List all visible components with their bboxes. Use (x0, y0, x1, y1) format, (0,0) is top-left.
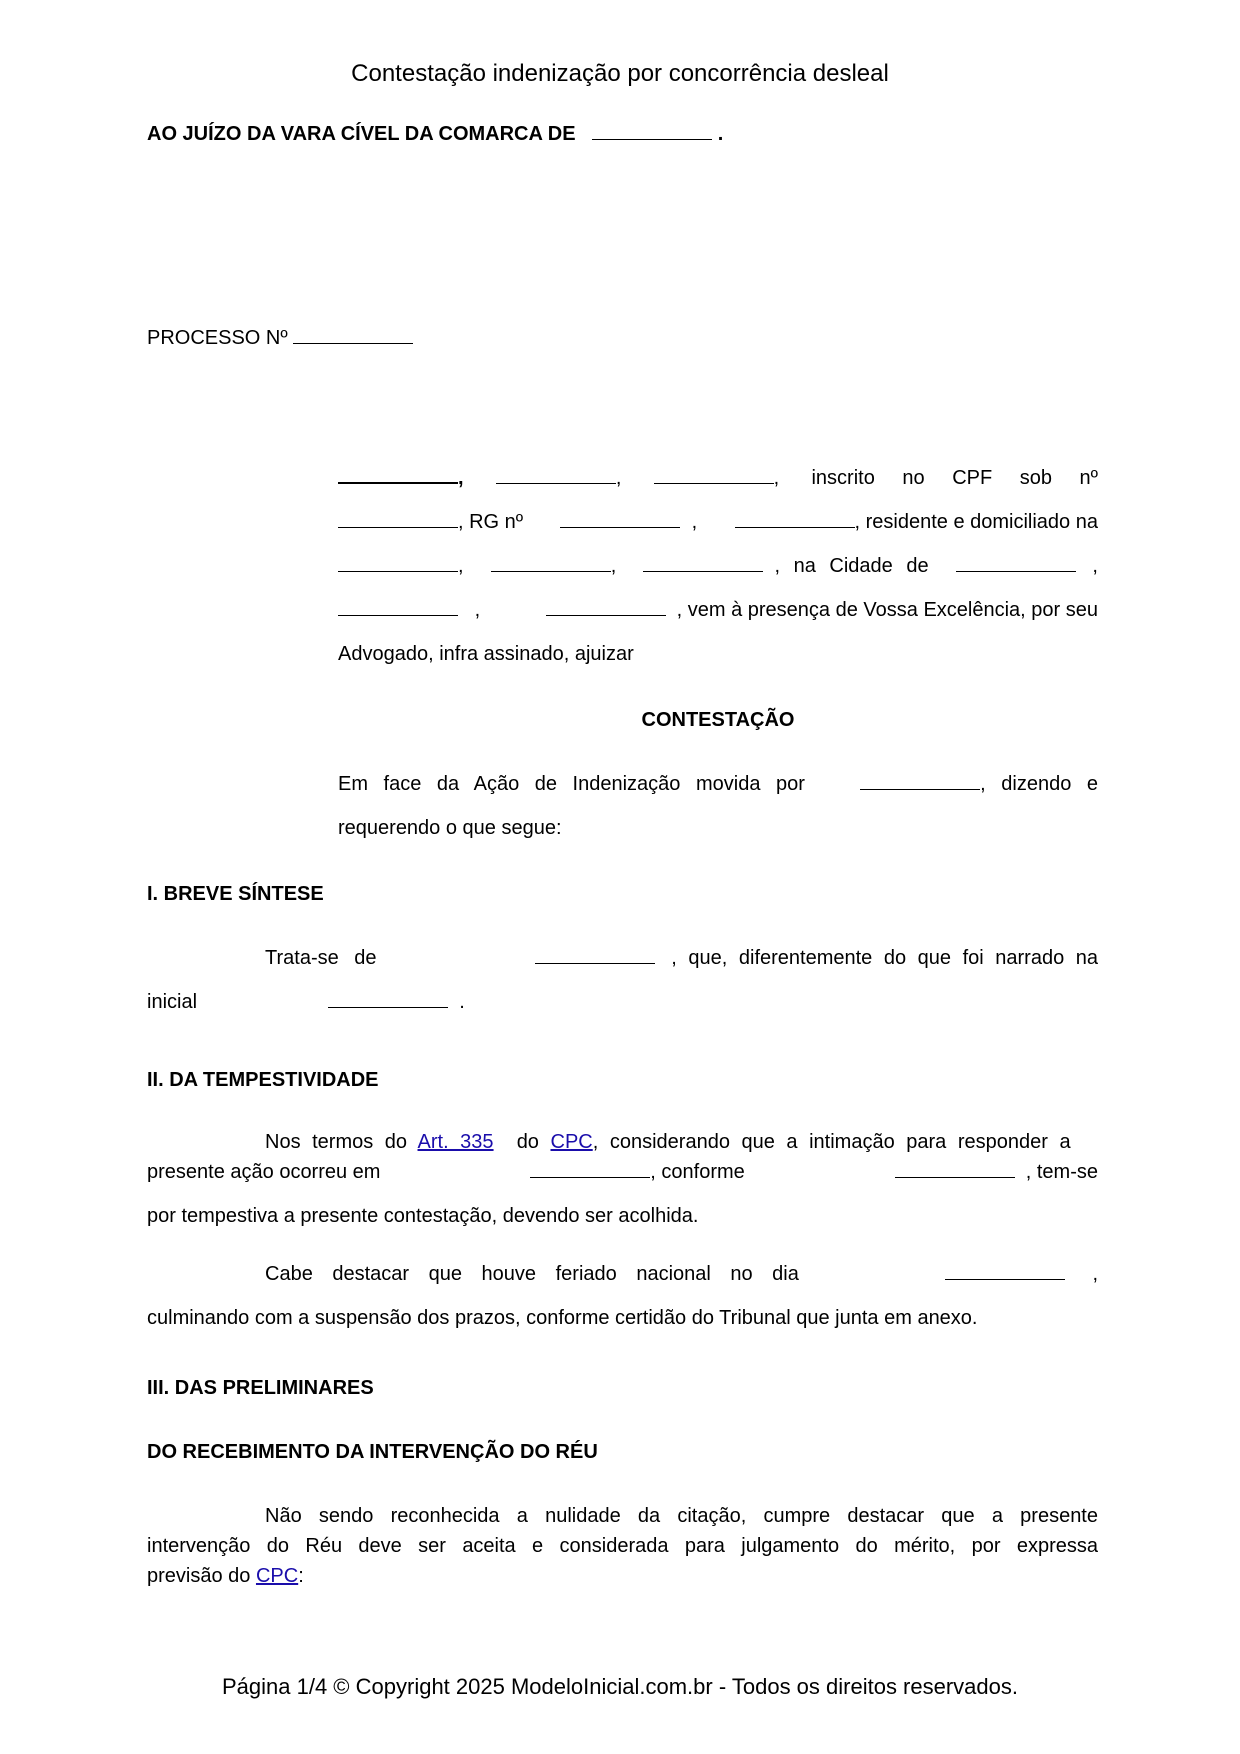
qualificacao-line-2: , RG nº , , residente e domiciliado na (338, 508, 1098, 552)
processo-label: PROCESSO Nº (147, 327, 288, 349)
blank-nome (338, 466, 458, 484)
blank-orgao (735, 511, 855, 528)
blank-inicial (328, 991, 448, 1008)
blank-autor (860, 773, 980, 790)
section2-text-p2c: culminando com a suspensão dos prazos, conforme certidão do Tribunal que junta em anexo. (147, 1307, 978, 1329)
section2-text-a: Nos termos do (265, 1131, 408, 1153)
section2-text-b: do (516, 1131, 539, 1153)
blank-processo (293, 327, 413, 344)
section2-paragraph-1 (147, 1128, 1098, 1246)
qualificacao-block (338, 464, 1098, 684)
section2-text-p2b: , (1092, 1263, 1098, 1285)
blank-endereco (338, 555, 458, 572)
cidade-label: , na Cidade de (774, 555, 929, 577)
section3-text-b: intervenção do Réu deve ser aceita e considerada para julgamento do mérito, por expressa (147, 1535, 1098, 1557)
blank-conforme (895, 1161, 1015, 1178)
residente-text: , residente e domiciliado na (854, 511, 1098, 533)
blank-estado-civil (654, 467, 774, 484)
section-heading-3: III. DAS PRELIMINARES (147, 1377, 374, 1399)
section1-text-a: Trata-se de (265, 947, 377, 969)
cpf-text: inscrito no CPF sob nº (811, 467, 1098, 489)
address-text: AO JUÍZO DA VARA CÍVEL DA COMARCA DE (147, 123, 576, 145)
section2-text-c: , considerando que a intimação para responder a (592, 1131, 1071, 1153)
section1-text-d: . (459, 991, 465, 1013)
qualificacao-line-3: , , , na Cidade de , (338, 552, 1098, 596)
section2-text-f: , tem-se (1025, 1161, 1098, 1183)
document-title: CONTESTAÇÃO (641, 709, 795, 731)
section-heading-1: I. BREVE SÍNTESE (147, 883, 324, 905)
blank-cep (546, 599, 666, 616)
section2-text-g: por tempestiva a presente contestação, devendo ser acolhida. (147, 1205, 699, 1227)
blank-cpf (338, 511, 458, 528)
blank-sintese (535, 947, 655, 964)
section1-text-b: , que, diferentemente do que foi narrado na (671, 947, 1098, 969)
section3-text-d: : (298, 1565, 304, 1587)
blank-numero (491, 555, 611, 572)
qualificacao-line-4: , , vem à presença de Vossa Excelência, por seu (338, 596, 1098, 640)
presenca-text: , vem à presença de Vossa Excelência, por seu (676, 599, 1098, 621)
section-heading-2: II. DA TEMPESTIVIDADE (147, 1069, 379, 1091)
blank-bairro (643, 555, 763, 572)
intro-text-a: Em face da Ação de Indenização movida por (338, 773, 805, 795)
section-subheading-3: DO RECEBIMENTO DA INTERVENÇÃO DO RÉU (147, 1441, 598, 1463)
section3-text-c: previsão do (147, 1565, 251, 1587)
address-end: . (717, 123, 724, 145)
address-line (147, 120, 723, 148)
rg-label: , RG nº (458, 511, 524, 533)
page-header-title: Contestação indenização por concorrência desleal (351, 60, 889, 87)
blank-feriado (945, 1263, 1065, 1280)
section2-text-p2a: Cabe destacar que houve feriado nacional no dia (265, 1263, 799, 1285)
page-footer: Página 1/4 © Copyright 2025 ModeloInicial.com.br - Todos os direitos reservados. (222, 1674, 1018, 1699)
section1-paragraph (147, 944, 1098, 1032)
intro-text-b: , dizendo e (980, 773, 1098, 795)
qualificacao-line-5: Advogado, infra assinado, ajuizar (338, 643, 634, 665)
blank-data-intimacao (530, 1161, 650, 1178)
section1-text-c: inicial (147, 991, 198, 1013)
section2-text-d: presente ação ocorreu em (147, 1161, 381, 1183)
art-335-link[interactable]: Art. 335 (417, 1131, 494, 1153)
intro-paragraph (338, 770, 1098, 858)
cpc-link[interactable]: CPC (550, 1131, 593, 1153)
section2-paragraph-2 (147, 1260, 1098, 1348)
qualificacao-line-1: , , , inscrito no CPF sob nº (338, 464, 1098, 508)
blank-estado (338, 599, 458, 616)
blank-nacionalidade (496, 467, 616, 484)
section2-text-e: , conforme (650, 1161, 745, 1183)
blank-comarca (592, 123, 712, 140)
section3-text-a: Não sendo reconhecida a nulidade da citação, cumpre destacar que a presente (265, 1505, 1098, 1527)
section3-paragraph-1 (147, 1502, 1098, 1592)
blank-rg (560, 511, 680, 528)
processo-line (147, 324, 413, 352)
cpc-link-2[interactable]: CPC (255, 1565, 299, 1587)
intro-text-c: requerendo o que segue: (338, 817, 562, 839)
blank-cidade (956, 555, 1076, 572)
